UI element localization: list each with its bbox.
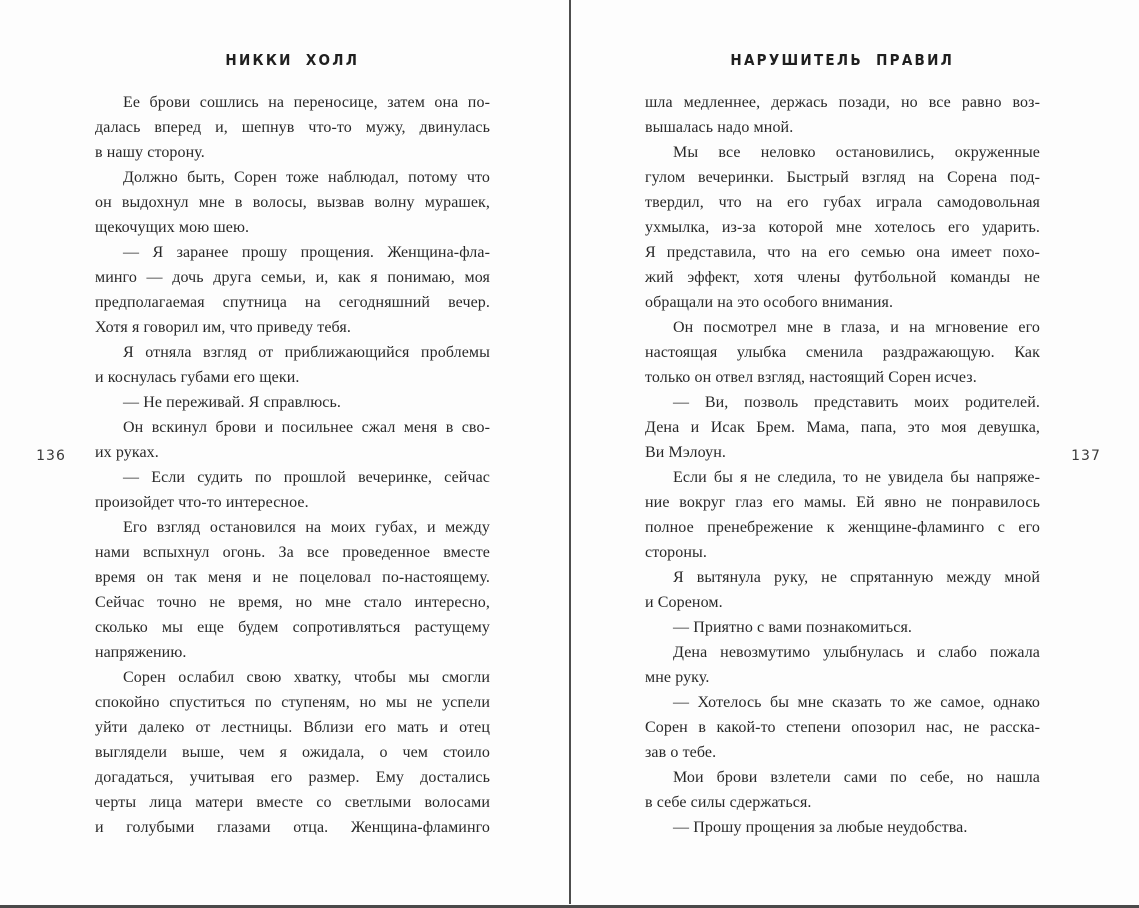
text-line: — Не переживай. Я справлюсь. bbox=[123, 394, 341, 411]
text-line: мне руку. bbox=[645, 669, 710, 686]
text-line: Он посмотрел мне в глаза, и на мгновение его bbox=[673, 319, 1040, 336]
paragraph bbox=[95, 665, 490, 840]
text-line: Мои брови взлетели сами по себе, но нашла bbox=[673, 769, 1040, 786]
text-line: Ее брови сошлись на переносице, затем она по- bbox=[123, 94, 490, 111]
text-line: — Хотелось бы мне сказать то же самое, однако bbox=[673, 694, 1040, 711]
text-line: — Прошу прощения за любые неудобства. bbox=[673, 819, 968, 836]
paragraph bbox=[645, 315, 1040, 390]
text-line: Должно быть, Сорен тоже наблюдал, потому что bbox=[123, 169, 490, 186]
text-line: настоящая улыбка сменила раздражающую. Как bbox=[645, 344, 1040, 361]
text-line: предполагаемая спутница на сегодняшний вечер. bbox=[95, 294, 490, 311]
text-line: ухмылка, из-за которой мне хотелось его ударить. bbox=[645, 219, 1040, 236]
text-line: в нашу сторону. bbox=[95, 144, 205, 161]
text-line: произойдет что-то интересное. bbox=[95, 494, 309, 511]
text-line: минго — дочь друга семьи, и, как я понимаю, моя bbox=[95, 269, 490, 286]
text-line: Я вытянула руку, не спрятанную между мной bbox=[673, 569, 1040, 586]
page-divider bbox=[569, 0, 571, 904]
paragraph bbox=[645, 690, 1040, 765]
text-line: Мы все неловко остановились, окруженные bbox=[673, 144, 1040, 161]
text-line: он выдохнул мне в волосы, вызвав волну мурашек, bbox=[95, 194, 490, 211]
paragraph bbox=[645, 815, 1040, 840]
text-line: Если бы я не следила, то не увидела бы напряже- bbox=[673, 469, 1040, 486]
text-line: Его взгляд остановился на моих губах, и между bbox=[123, 519, 490, 536]
text-line: Сорен ослабил свою хватку, чтобы мы смогли bbox=[123, 669, 490, 686]
text-line: Хотя я говорил им, что приведу тебя. bbox=[95, 319, 351, 336]
text-line: шла медленнее, держась позади, но все равно воз- bbox=[645, 94, 1040, 111]
text-line: гулом вечеринки. Быстрый взгляд на Сорена под- bbox=[645, 169, 1040, 186]
text-line: твердил, что на его губах играла самодовольная bbox=[645, 194, 1040, 211]
text-line: — Ви, позволь представить моих родителей. bbox=[673, 394, 1040, 411]
page-left bbox=[95, 0, 490, 908]
text-line: догадаться, учитывая его размер. Ему достались bbox=[95, 769, 490, 786]
running-header-title-text: НАРУШИТЕЛЬ ПРАВИЛ bbox=[730, 51, 955, 69]
text-line: далась вперед и, шепнув что-то мужу, двинулась bbox=[95, 119, 490, 136]
text-line: обращали на это особого внимания. bbox=[645, 294, 894, 311]
paragraph bbox=[645, 765, 1040, 815]
text-line: — Приятно с вами познакомиться. bbox=[673, 619, 913, 636]
paragraph bbox=[645, 565, 1040, 615]
text-line: Сорен в какой-то степени опозорил нас, не расска- bbox=[645, 719, 1040, 736]
text-line: черты лица матери вместе со светлыми волосами bbox=[95, 794, 490, 811]
page-body-left bbox=[95, 90, 490, 840]
text-line: уйти далеко от лестницы. Вблизи его мать и отец bbox=[95, 719, 490, 736]
text-line: и голубыми глазами отца. Женщина-фламинго bbox=[95, 819, 490, 836]
running-header-title bbox=[645, 51, 1040, 69]
paragraph bbox=[95, 390, 490, 415]
text-line: зав о тебе. bbox=[645, 744, 717, 761]
paragraph bbox=[95, 465, 490, 515]
paragraph bbox=[645, 90, 1040, 140]
text-line: Я отняла взгляд от приближающийся проблемы bbox=[123, 344, 490, 361]
page-number-left: 136 bbox=[36, 448, 66, 464]
running-header-author-text: НИККИ ХОЛЛ bbox=[225, 51, 360, 69]
text-line: Дена и Исак Брем. Мама, папа, это моя девушка, bbox=[645, 419, 1040, 436]
running-header-author bbox=[95, 51, 490, 69]
text-line: стороны. bbox=[645, 544, 707, 561]
text-line: полное пренебрежение к женщине-фламинго с его bbox=[645, 519, 1040, 536]
paragraph bbox=[645, 615, 1040, 640]
text-line: их руках. bbox=[95, 444, 159, 461]
page-body-right bbox=[645, 90, 1040, 840]
text-line: спокойно спуститься по ступеням, но мы не успели bbox=[95, 694, 490, 711]
text-line: напряжению. bbox=[95, 644, 187, 661]
text-line: щекочущих мою шею. bbox=[95, 219, 250, 236]
text-line: выглядели выше, чем я ожидала, о чем стоило bbox=[95, 744, 490, 761]
paragraph bbox=[645, 640, 1040, 690]
text-line: Дена невозмутимо улыбнулась и слабо пожала bbox=[673, 644, 1040, 661]
paragraph bbox=[95, 340, 490, 390]
paragraph bbox=[95, 415, 490, 465]
paragraph bbox=[645, 465, 1040, 565]
paragraph bbox=[645, 140, 1040, 315]
text-line: жий эффект, хотя члены футбольной команды не bbox=[645, 269, 1040, 286]
text-line: — Если судить по прошлой вечеринке, сейчас bbox=[123, 469, 490, 486]
text-line: время он так меня и не поцеловал по-настоящему. bbox=[95, 569, 490, 586]
paragraph bbox=[95, 240, 490, 340]
text-line: Сейчас точно не время, но мне стало интересно, bbox=[95, 594, 490, 611]
text-line: сколько мы еще будем сопротивляться растущему bbox=[95, 619, 490, 636]
text-line: в себе силы сдержаться. bbox=[645, 794, 812, 811]
page-right bbox=[645, 0, 1040, 908]
page-number-right: 137 bbox=[1071, 448, 1101, 464]
text-line: только он отвел взгляд, настоящий Сорен исчез. bbox=[645, 369, 977, 386]
paragraph bbox=[645, 390, 1040, 465]
text-line: Ви Мэлоун. bbox=[645, 444, 726, 461]
text-line: Я представила, что на его семью она имеет похо- bbox=[645, 244, 1040, 261]
text-line: и Сореном. bbox=[645, 594, 723, 611]
text-line: вышалась надо мной. bbox=[645, 119, 794, 136]
text-line: ние вокруг глаз его мамы. Ей явно не понравилось bbox=[645, 494, 1040, 511]
paragraph bbox=[95, 90, 490, 165]
text-line: — Я заранее прошу прощения. Женщина-фла- bbox=[123, 244, 490, 261]
text-line: нами вспыхнул огонь. За все проведенное вместе bbox=[95, 544, 490, 561]
text-line: и коснулась губами его щеки. bbox=[95, 369, 300, 386]
paragraph bbox=[95, 515, 490, 665]
text-line: Он вскинул брови и посильнее сжал меня в сво- bbox=[123, 419, 490, 436]
paragraph bbox=[95, 165, 490, 240]
